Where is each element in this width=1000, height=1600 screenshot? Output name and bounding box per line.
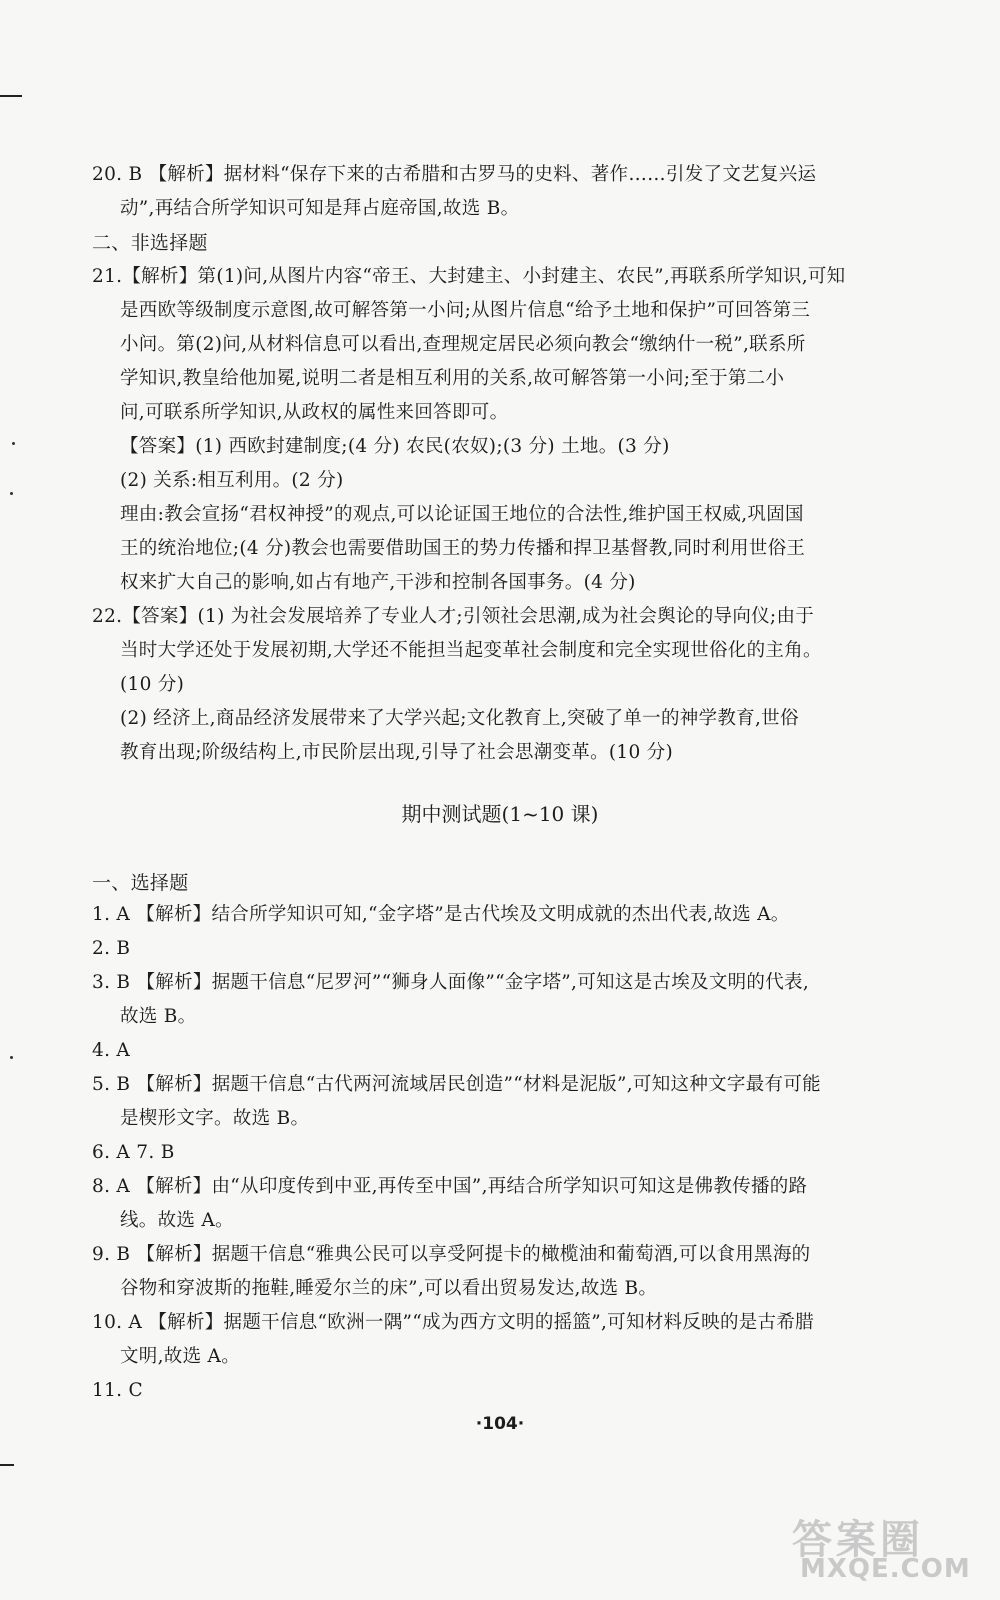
watermark-logo xyxy=(786,1508,986,1588)
answer-22-line-4: (2) 经济上,商品经济发展带来了大学兴起;文化教育上,突破了单一的神学教育,世俗 xyxy=(120,708,799,729)
scan-edge-mark-top xyxy=(0,95,22,97)
answer-21-key-1: 【答案】(1) 西欧封建制度;(4 分) 农民(农奴);(3 分) 土地。(3 分) xyxy=(120,436,670,457)
watermark-site-text: MXQE.COM xyxy=(800,1554,971,1584)
answer-11: 11. C xyxy=(92,1380,143,1401)
answer-10-line-1: 10. A 【解析】据题干信息“欧洲一隅”“成为西方文明的摇篮”,可知材料反映的是古希腊 xyxy=(92,1312,814,1333)
answer-8-line-1: 8. A 【解析】由“从印度传到中亚,再传至中国”,再结合所学知识可知这是佛教传播的路 xyxy=(92,1176,808,1197)
answer-21-key-5: 权来扩大自己的影响,如占有地产,干涉和控制各国事务。(4 分) xyxy=(120,572,636,593)
answer-21-key-2: (2) 关系:相互利用。(2 分) xyxy=(120,470,344,491)
scan-speck xyxy=(12,442,15,445)
answer-21-line-1: 21.【解析】第(1)问,从图片内容“帝王、大封建主、小封建主、农民”,再联系所学知识,可知 xyxy=(92,266,846,287)
answer-22-line-5: 教育出现;阶级结构上,市民阶层出现,引导了社会思潮变革。(10 分) xyxy=(120,742,674,763)
answer-21-line-2: 是西欧等级制度示意图,故可解答第一小问;从图片信息“给予土地和保护”可回答第三 xyxy=(120,300,811,321)
answer-3-line-1: 3. B 【解析】据题干信息“尼罗河”“狮身人面像”“金字塔”,可知这是古埃及文明的代表, xyxy=(92,972,810,993)
answer-8-line-2: 线。故选 A。 xyxy=(120,1210,234,1231)
section-heading-choice: 一、选择题 xyxy=(92,872,189,894)
answer-2: 2. B xyxy=(92,938,131,959)
watermark-logo-text: 答案圈 xyxy=(792,1517,924,1563)
answer-5-line-1: 5. B 【解析】据题干信息“古代两河流域居民创造”“材料是泥版”,可知这种文字最有可能 xyxy=(92,1074,821,1095)
answer-21-line-3: 小问。第(2)问,从材料信息可以看出,查理规定居民必须向教会“缴纳什一税”,联系所 xyxy=(120,334,806,355)
answer-21-line-4: 学知识,教皇给他加冕,说明二者是相互利用的关系,故可解答第一小问;至于第二小 xyxy=(120,368,785,389)
section-heading-non-choice: 二、非选择题 xyxy=(92,232,208,254)
answer-22-line-3: (10 分) xyxy=(120,674,185,695)
scan-speck xyxy=(10,492,13,495)
answer-9-line-1: 9. B 【解析】据题干信息“雅典公民可以享受阿提卡的橄榄油和葡萄酒,可以食用黑海的 xyxy=(92,1244,811,1265)
answer-22-line-2: 当时大学还处于发展初期,大学还不能担当起变革社会制度和完全实现世俗化的主角。 xyxy=(120,640,822,661)
page-number: ·104· xyxy=(475,1414,525,1434)
answer-20-line-2: 动”,再结合所学知识可知是拜占庭帝国,故选 B。 xyxy=(120,198,520,219)
scan-speck xyxy=(10,1056,13,1059)
answer-1: 1. A 【解析】结合所学知识可知,“金字塔”是古代埃及文明成就的杰出代表,故选 A。 xyxy=(92,904,790,925)
answer-20-line-1: 20. B 【解析】据材料“保存下来的古希腊和古罗马的史料、著作……引发了文艺复兴运 xyxy=(92,164,817,185)
answer-10-line-2: 文明,故选 A。 xyxy=(120,1346,241,1367)
answer-21-line-5: 问,可联系所学知识,从政权的属性来回答即可。 xyxy=(120,402,509,423)
answer-6-7: 6. A 7. B xyxy=(92,1142,175,1163)
answer-5-line-2: 是楔形文字。故选 B。 xyxy=(120,1108,310,1129)
answer-3-line-2: 故选 B。 xyxy=(120,1006,197,1027)
answer-22-line-1: 22.【答案】(1) 为社会发展培养了专业人才;引领社会思潮,成为社会舆论的导向仪;由于 xyxy=(92,606,815,627)
answer-21-key-4: 王的统治地位;(4 分)教会也需要借助国王的势力传播和捍卫基督教,同时利用世俗王 xyxy=(120,538,806,559)
answer-4: 4. A xyxy=(92,1040,131,1061)
scan-edge-mark-bottom xyxy=(0,1464,14,1466)
answer-21-key-3: 理由:教会宣扬“君权神授”的观点,可以论证国王地位的合法性,维护国王权威,巩固国 xyxy=(120,504,804,525)
midterm-title: 期中测试题(1~10 课) xyxy=(401,802,599,826)
answer-9-line-2: 谷物和穿波斯的拖鞋,睡爱尔兰的床”,可以看出贸易发达,故选 B。 xyxy=(120,1278,658,1299)
